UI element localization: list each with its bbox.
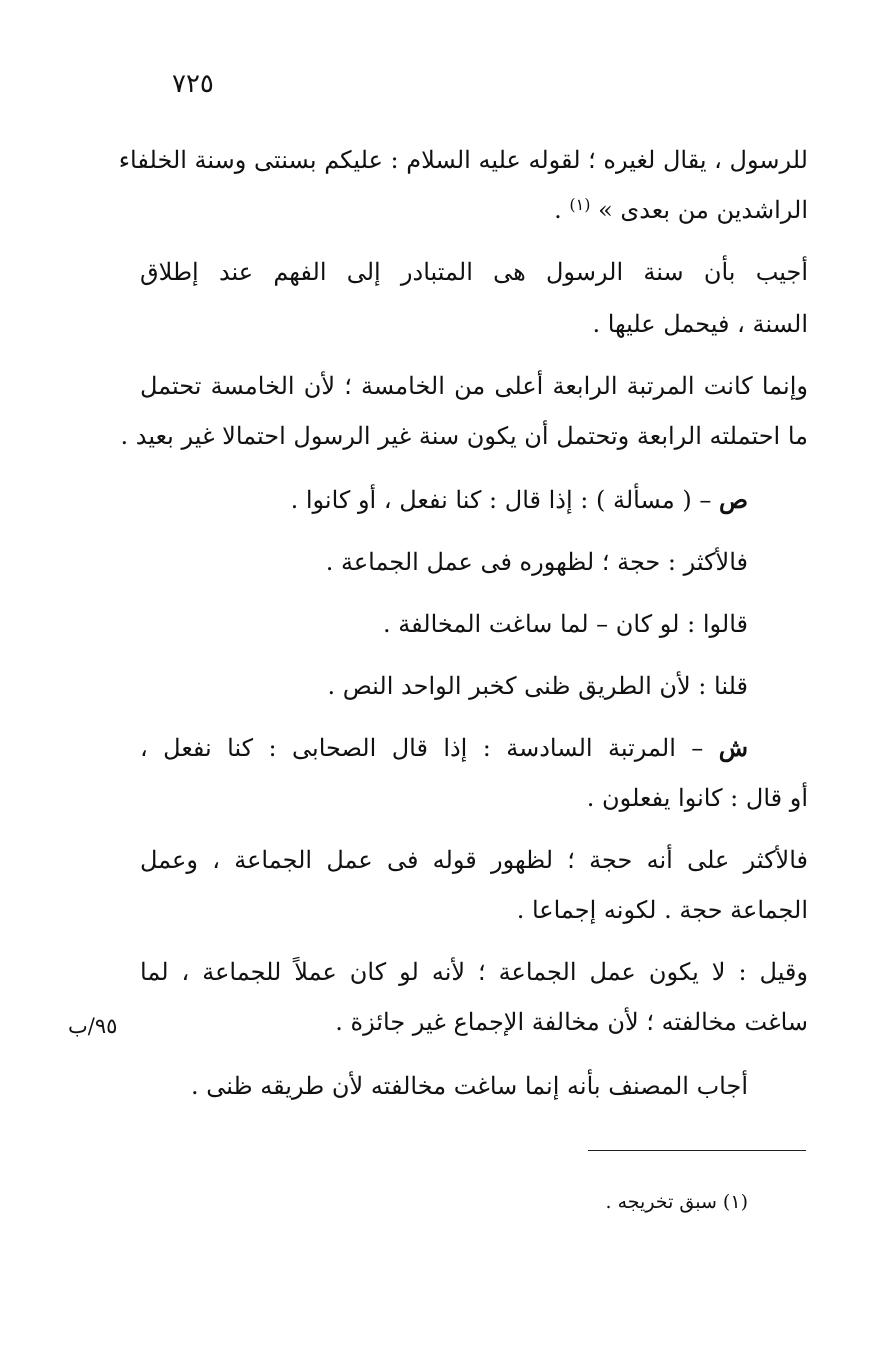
body-line: ما احتملته الرابعة وتحتمل أن يكون سنة غير الرسول احتمالا غير بعيد . — [120, 422, 808, 450]
margin-note: ٩٥/ب — [68, 1014, 118, 1038]
text-line: أجاب المصنف بأنه إنما ساغت مخالفته لأن طريقه ظنى . — [191, 1072, 748, 1100]
body-line: أو قال : كانوا يفعلون . — [586, 784, 808, 812]
text-line: قلنا : لأن الطريق ظنى كخبر الواحد النص . — [327, 672, 748, 700]
text-line: قالوا : لو كان – لما ساغت المخالفة . — [382, 610, 748, 638]
body-line: فالأكثر على أنه حجة ؛ لظهور قوله فى عمل الجماعة ، وعمل — [140, 846, 808, 874]
page-number: ٧٢٥ — [172, 69, 214, 99]
body-text: – ( مسألة ) : إذا قال : كنا نفعل ، أو كانوا . — [290, 486, 719, 514]
text-line — [140, 726, 748, 770]
text-marker: ص — [718, 485, 748, 514]
text-line: فالأكثر : حجة ؛ لظهوره فى عمل الجماعة . — [325, 548, 748, 576]
body-line: وإنما كانت المرتبة الرابعة أعلى من الخامسة ؛ لأن الخامسة تحتمل — [140, 372, 808, 400]
footnote-reference: (١) — [569, 195, 591, 214]
footnote-divider — [588, 1150, 806, 1151]
text-line — [291, 478, 748, 522]
footnote: (١) سبق تخريجه . — [605, 1191, 748, 1213]
body-line: وقيل : لا يكون عمل الجماعة ؛ لأنه لو كان عملاً للجماعة ، لما — [140, 958, 808, 986]
body-line — [554, 188, 808, 235]
body-text: – المرتبة السادسة : إذا قال الصحابى : كنا نفعل ، — [140, 734, 719, 762]
body-line: ساغت مخالفته ؛ لأن مخالفة الإجماع غير جائزة . — [335, 1008, 808, 1036]
body-line: أجيب بأن سنة الرسول هى المتبادر إلى الفهم عند إطلاق — [140, 258, 808, 286]
body-line: الجماعة حجة . لكونه إجماعا . — [516, 896, 808, 924]
text-marker: ش — [718, 733, 748, 762]
body-text: . — [554, 196, 570, 224]
body-line: للرسول ، يقال لغيره ؛ لقوله عليه السلام : عليكم بسنتى وسنة الخلفاء — [118, 146, 808, 174]
body-line: السنة ، فيحمل عليها . — [592, 310, 808, 338]
body-text: الراشدين من بعدى » — [598, 196, 808, 224]
